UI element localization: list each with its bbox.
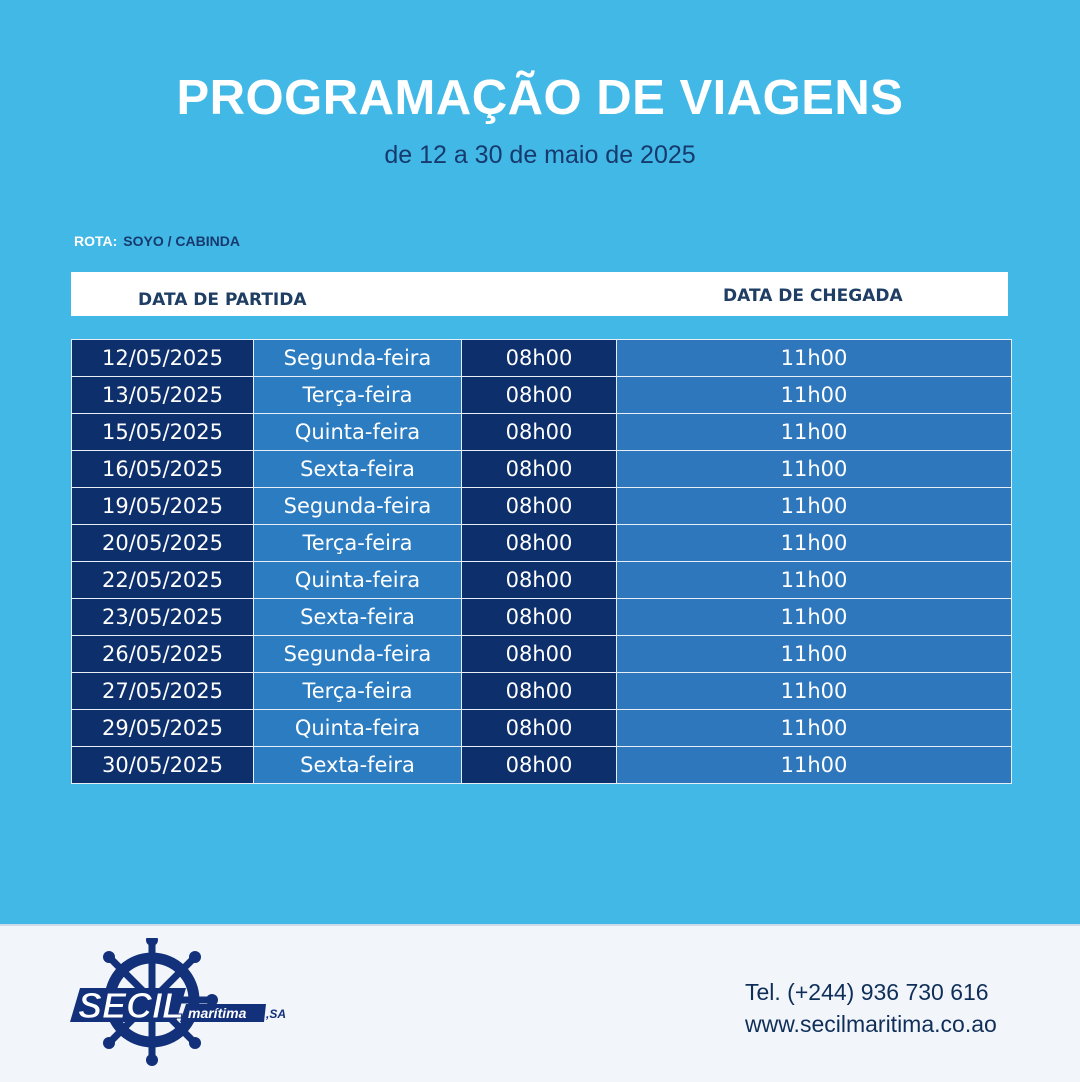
table-row bbox=[72, 377, 1012, 414]
weekday-cell: Quinta-feira bbox=[254, 710, 462, 747]
weekday-cell: Sexta-feira bbox=[254, 747, 462, 784]
table-header-bar bbox=[71, 272, 1008, 316]
departure-header: DATA DE PARTIDA bbox=[138, 290, 307, 310]
arrival-time-cell: 11h00 bbox=[617, 599, 1012, 636]
table-row bbox=[72, 636, 1012, 673]
table-row bbox=[72, 599, 1012, 636]
weekday-cell: Terça-feira bbox=[254, 377, 462, 414]
departure-date-cell: 23/05/2025 bbox=[72, 599, 254, 636]
departure-date-cell: 29/05/2025 bbox=[72, 710, 254, 747]
table-row bbox=[72, 488, 1012, 525]
departure-date-cell: 16/05/2025 bbox=[72, 451, 254, 488]
arrival-time-cell: 11h00 bbox=[617, 377, 1012, 414]
route-label: ROTA: bbox=[74, 233, 118, 249]
phone-text: Tel. (+244) 936 730 616 bbox=[745, 979, 989, 1005]
table-row bbox=[72, 673, 1012, 710]
logo-sub-text: marítima bbox=[188, 1005, 247, 1021]
arrival-time-cell: 11h00 bbox=[617, 747, 1012, 784]
contact-block bbox=[745, 976, 997, 1040]
company-logo bbox=[66, 938, 306, 1068]
arrival-time-cell: 11h00 bbox=[617, 488, 1012, 525]
page-subtitle: de 12 a 30 de maio de 2025 bbox=[384, 141, 696, 169]
weekday-cell: Segunda-feira bbox=[254, 340, 462, 377]
weekday-cell: Quinta-feira bbox=[254, 414, 462, 451]
departure-time-cell: 08h00 bbox=[462, 747, 617, 784]
departure-time-cell: 08h00 bbox=[462, 488, 617, 525]
weekday-cell: Segunda-feira bbox=[254, 636, 462, 673]
weekday-cell: Terça-feira bbox=[254, 525, 462, 562]
arrival-time-cell: 11h00 bbox=[617, 636, 1012, 673]
table-row bbox=[72, 451, 1012, 488]
departure-date-cell: 27/05/2025 bbox=[72, 673, 254, 710]
table-row bbox=[72, 525, 1012, 562]
departure-time-cell: 08h00 bbox=[462, 451, 617, 488]
departure-time-cell: 08h00 bbox=[462, 599, 617, 636]
arrival-time-cell: 11h00 bbox=[617, 562, 1012, 599]
departure-date-cell: 13/05/2025 bbox=[72, 377, 254, 414]
arrival-time-cell: 11h00 bbox=[617, 340, 1012, 377]
footer bbox=[0, 924, 1080, 1082]
table-row bbox=[72, 340, 1012, 377]
weekday-cell: Terça-feira bbox=[254, 673, 462, 710]
arrival-header: DATA DE CHEGADA bbox=[723, 286, 903, 306]
arrival-time-cell: 11h00 bbox=[617, 710, 1012, 747]
route-line bbox=[74, 232, 240, 250]
departure-time-cell: 08h00 bbox=[462, 377, 617, 414]
table-row bbox=[72, 710, 1012, 747]
departure-date-cell: 22/05/2025 bbox=[72, 562, 254, 599]
departure-time-cell: 08h00 bbox=[462, 525, 617, 562]
departure-time-cell: 08h00 bbox=[462, 562, 617, 599]
arrival-time-cell: 11h00 bbox=[617, 673, 1012, 710]
weekday-cell: Quinta-feira bbox=[254, 562, 462, 599]
logo-main-text: SECIL bbox=[78, 985, 185, 1026]
weekday-cell: Segunda-feira bbox=[254, 488, 462, 525]
table-row bbox=[72, 414, 1012, 451]
departure-time-cell: 08h00 bbox=[462, 636, 617, 673]
arrival-time-cell: 11h00 bbox=[617, 525, 1012, 562]
schedule-table bbox=[71, 339, 1012, 784]
departure-date-cell: 26/05/2025 bbox=[72, 636, 254, 673]
departure-time-cell: 08h00 bbox=[462, 710, 617, 747]
departure-time-cell: 08h00 bbox=[462, 414, 617, 451]
route-value: SOYO / CABINDA bbox=[123, 233, 240, 249]
departure-time-cell: 08h00 bbox=[462, 673, 617, 710]
page-title: PROGRAMAÇÃO DE VIAGENS bbox=[176, 71, 904, 125]
table-row bbox=[72, 747, 1012, 784]
logo-suffix-text: ,SA bbox=[266, 1007, 287, 1021]
arrival-time-cell: 11h00 bbox=[617, 414, 1012, 451]
weekday-cell: Sexta-feira bbox=[254, 451, 462, 488]
weekday-cell: Sexta-feira bbox=[254, 599, 462, 636]
website-link[interactable]: www.secilmaritima.co.ao bbox=[745, 1011, 997, 1037]
departure-date-cell: 20/05/2025 bbox=[72, 525, 254, 562]
departure-date-cell: 19/05/2025 bbox=[72, 488, 254, 525]
arrival-time-cell: 11h00 bbox=[617, 451, 1012, 488]
departure-date-cell: 12/05/2025 bbox=[72, 340, 254, 377]
schedule-body bbox=[72, 340, 1012, 784]
departure-time-cell: 08h00 bbox=[462, 340, 617, 377]
departure-date-cell: 15/05/2025 bbox=[72, 414, 254, 451]
departure-date-cell: 30/05/2025 bbox=[72, 747, 254, 784]
table-row bbox=[72, 562, 1012, 599]
